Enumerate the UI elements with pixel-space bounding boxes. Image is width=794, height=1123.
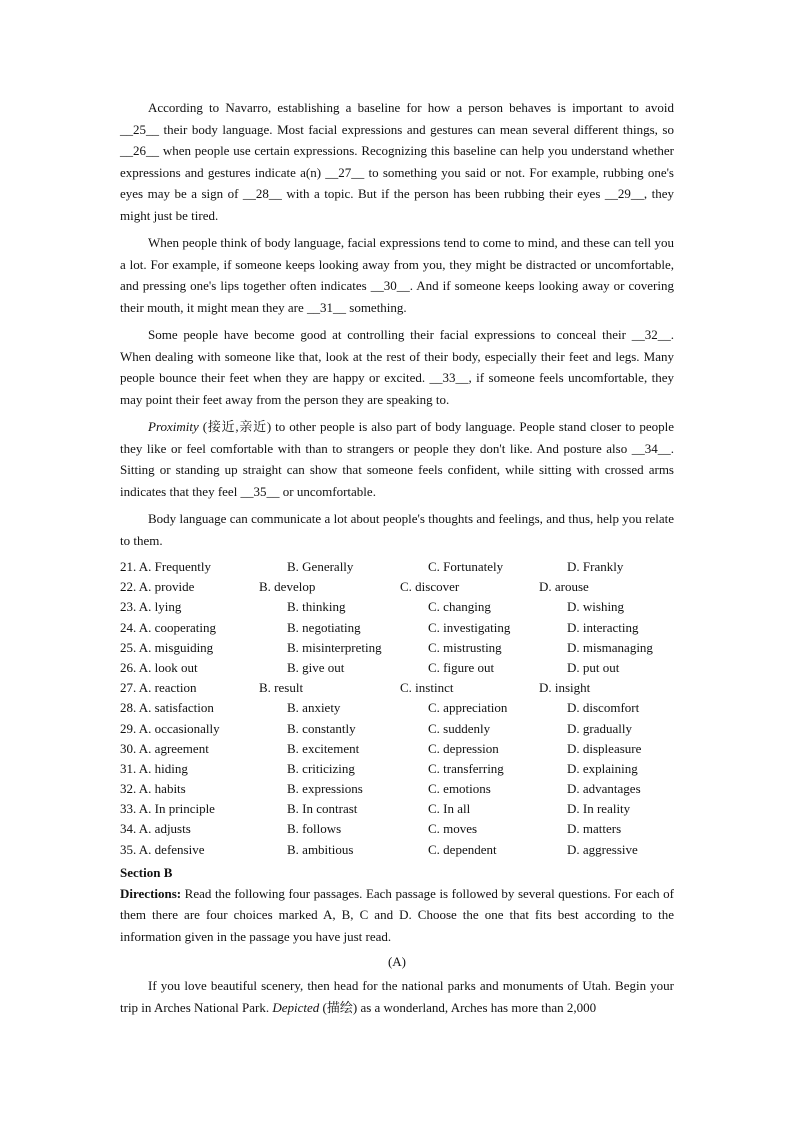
option-d: D. displeasure	[567, 740, 642, 756]
option-b: B. give out	[287, 659, 345, 675]
option-a: 31. A. hiding	[120, 760, 188, 776]
option-d: D. Frankly	[567, 559, 624, 574]
option-c: C. instinct	[400, 680, 454, 696]
option-b: B. follows	[287, 821, 342, 837]
question-row	[120, 698, 674, 718]
option-a: 24. A. cooperating	[120, 619, 217, 635]
option-b: B. anxiety	[287, 700, 341, 716]
option-a: 35. A. defensive	[120, 841, 205, 857]
question-row	[120, 779, 674, 799]
option-d: D. discomfort	[567, 700, 640, 716]
paragraph-2-text: When people think of body language, facial expressions tend to come to mind, and these can tell you a lot. For example, if someone keeps looking away from you, they might be distracted or uncomfortable, and pressing one's lips together often indicates __30__. And if someone keeps looking away or covering their mouth, it might mean they are __31__ something.	[120, 235, 674, 315]
option-b: B. negotiating	[287, 619, 361, 635]
option-a: 30. A. agreement	[120, 740, 209, 756]
paragraph-5	[120, 508, 674, 551]
paragraph-4	[120, 416, 674, 502]
question-options-list	[120, 557, 674, 860]
section-b-title: Section B	[120, 864, 173, 880]
question-row	[120, 638, 674, 658]
paragraph-5-text: Body language can communicate a lot about people's thoughts and feelings, and thus, help you relate to them.	[120, 511, 674, 548]
option-d: D. insight	[539, 680, 591, 696]
question-row	[120, 597, 674, 617]
option-c: C. transferring	[428, 760, 504, 776]
option-b: B. ambitious	[287, 841, 354, 857]
option-b: B. misinterpreting	[287, 639, 382, 655]
option-a: 23. A. lying	[120, 599, 182, 615]
option-a: 27. A. reaction	[120, 680, 197, 696]
option-c: C. depression	[428, 740, 499, 756]
option-a: 22. A. provide	[120, 579, 195, 595]
passage-a-paragraph-1	[120, 975, 674, 1018]
document-page	[120, 97, 674, 1024]
passage-label: (A)	[387, 954, 407, 970]
option-b: B. criticizing	[287, 760, 355, 776]
option-a: 28. A. satisfaction	[120, 700, 214, 716]
option-a: 33. A. In principle	[120, 801, 215, 817]
question-row	[120, 799, 674, 819]
paragraph-1-text: According to Navarro, establishing a baseline for how a person behaves is important to avoid __25__ their body language. Most facial expressions and gestures can mean several different things, so __26__ when people use certain expressions. Recognizing this baseline can help you understand whether expressions and gestures indicate a(n) __27__ to something you said or not. For example, rubbing one's eyes may be a sign of __28__ with a topic. But if the person has been rubbing their eyes __29__, they might just be tired.	[120, 100, 674, 223]
option-b: B. develop	[259, 579, 316, 595]
option-c: C. investigating	[428, 619, 511, 635]
option-c: C. figure out	[428, 659, 495, 675]
option-c: C. changing	[428, 599, 491, 615]
option-d: D. interacting	[567, 619, 639, 635]
option-c: C. mistrusting	[428, 639, 502, 655]
option-a: 34. A. adjusts	[120, 821, 191, 837]
option-b: B. excitement	[287, 740, 360, 756]
option-a: 26. A. look out	[120, 659, 198, 675]
option-a: 21. A. Frequently	[120, 559, 211, 574]
option-c: C. In all	[428, 801, 471, 817]
option-c: C. Fortunately	[428, 559, 504, 574]
paragraph-4-text: (接近,亲近) to other people is also part of body language. People stand closer to people they like or feel comfortable with than to strangers or people they don't like. And posture also __34__. Sitting or standing up straight can show that someone feels confident, while sitting with crossed arms indicates that they feel __35__ or uncomfortable.	[120, 419, 674, 499]
option-c: C. emotions	[428, 781, 491, 797]
option-b: B. Generally	[287, 559, 354, 574]
option-d: D. advantages	[567, 781, 641, 797]
question-row	[120, 719, 674, 739]
question-row	[120, 658, 674, 678]
passage-a-text-1: If you love beautiful scenery, then head for the national parks and monuments of Utah. Begin your trip in Arches National Park.	[120, 978, 674, 1015]
option-d: D. put out	[567, 659, 620, 675]
option-c: C. discover	[400, 579, 460, 595]
option-a: 25. A. misguiding	[120, 639, 214, 655]
paragraph-3-text: Some people have become good at controlling their facial expressions to conceal their __32__. When dealing with someone like that, look at the rest of their body, especially their feet and legs. Many people bounce their feet when they are happy or excited. __33__, if someone feels uncomfortable, they may point their feet away from the person they are speaking to.	[120, 327, 674, 407]
option-b: B. In contrast	[287, 801, 358, 817]
passage-a-text-2: (描绘) as a wonderland, Arches has more than 2,000	[319, 999, 597, 1015]
question-row	[120, 618, 674, 638]
option-d: D. In reality	[567, 801, 631, 817]
option-d: D. aggressive	[567, 841, 638, 857]
paragraph-1	[120, 97, 674, 226]
directions	[120, 883, 674, 948]
option-d: D. explaining	[567, 760, 638, 776]
question-row	[120, 840, 674, 860]
directions-text: Read the following four passages. Each passage is followed by several questions. For each of them there are four choices marked A, B, C and D. Choose the one that fits best according to the information given in the passage you have just read.	[120, 885, 674, 944]
question-row	[120, 678, 674, 698]
option-c: C. dependent	[428, 841, 497, 857]
option-b: B. expressions	[287, 781, 363, 797]
proximity-term: Proximity	[148, 419, 199, 434]
directions-label: Directions:	[120, 885, 182, 901]
question-row	[120, 819, 674, 839]
option-d: D. gradually	[567, 720, 632, 736]
option-d: D. mismanaging	[567, 639, 653, 655]
option-b: B. result	[259, 680, 304, 696]
option-c: C. appreciation	[428, 700, 508, 716]
paragraph-2	[120, 232, 674, 318]
question-row	[120, 759, 674, 779]
question-row	[120, 577, 674, 597]
question-row	[120, 739, 674, 759]
question-row	[120, 557, 674, 577]
option-d: D. arouse	[539, 579, 589, 595]
option-c: C. moves	[428, 821, 478, 837]
option-b: B. thinking	[287, 599, 346, 615]
depicted-term: Depicted	[272, 999, 320, 1015]
option-c: C. suddenly	[428, 720, 491, 736]
option-a: 29. A. occasionally	[120, 720, 220, 736]
option-d: D. matters	[567, 821, 622, 837]
option-d: D. wishing	[567, 599, 625, 615]
paragraph-3	[120, 324, 674, 410]
option-b: B. constantly	[287, 720, 356, 736]
option-a: 32. A. habits	[120, 781, 186, 797]
